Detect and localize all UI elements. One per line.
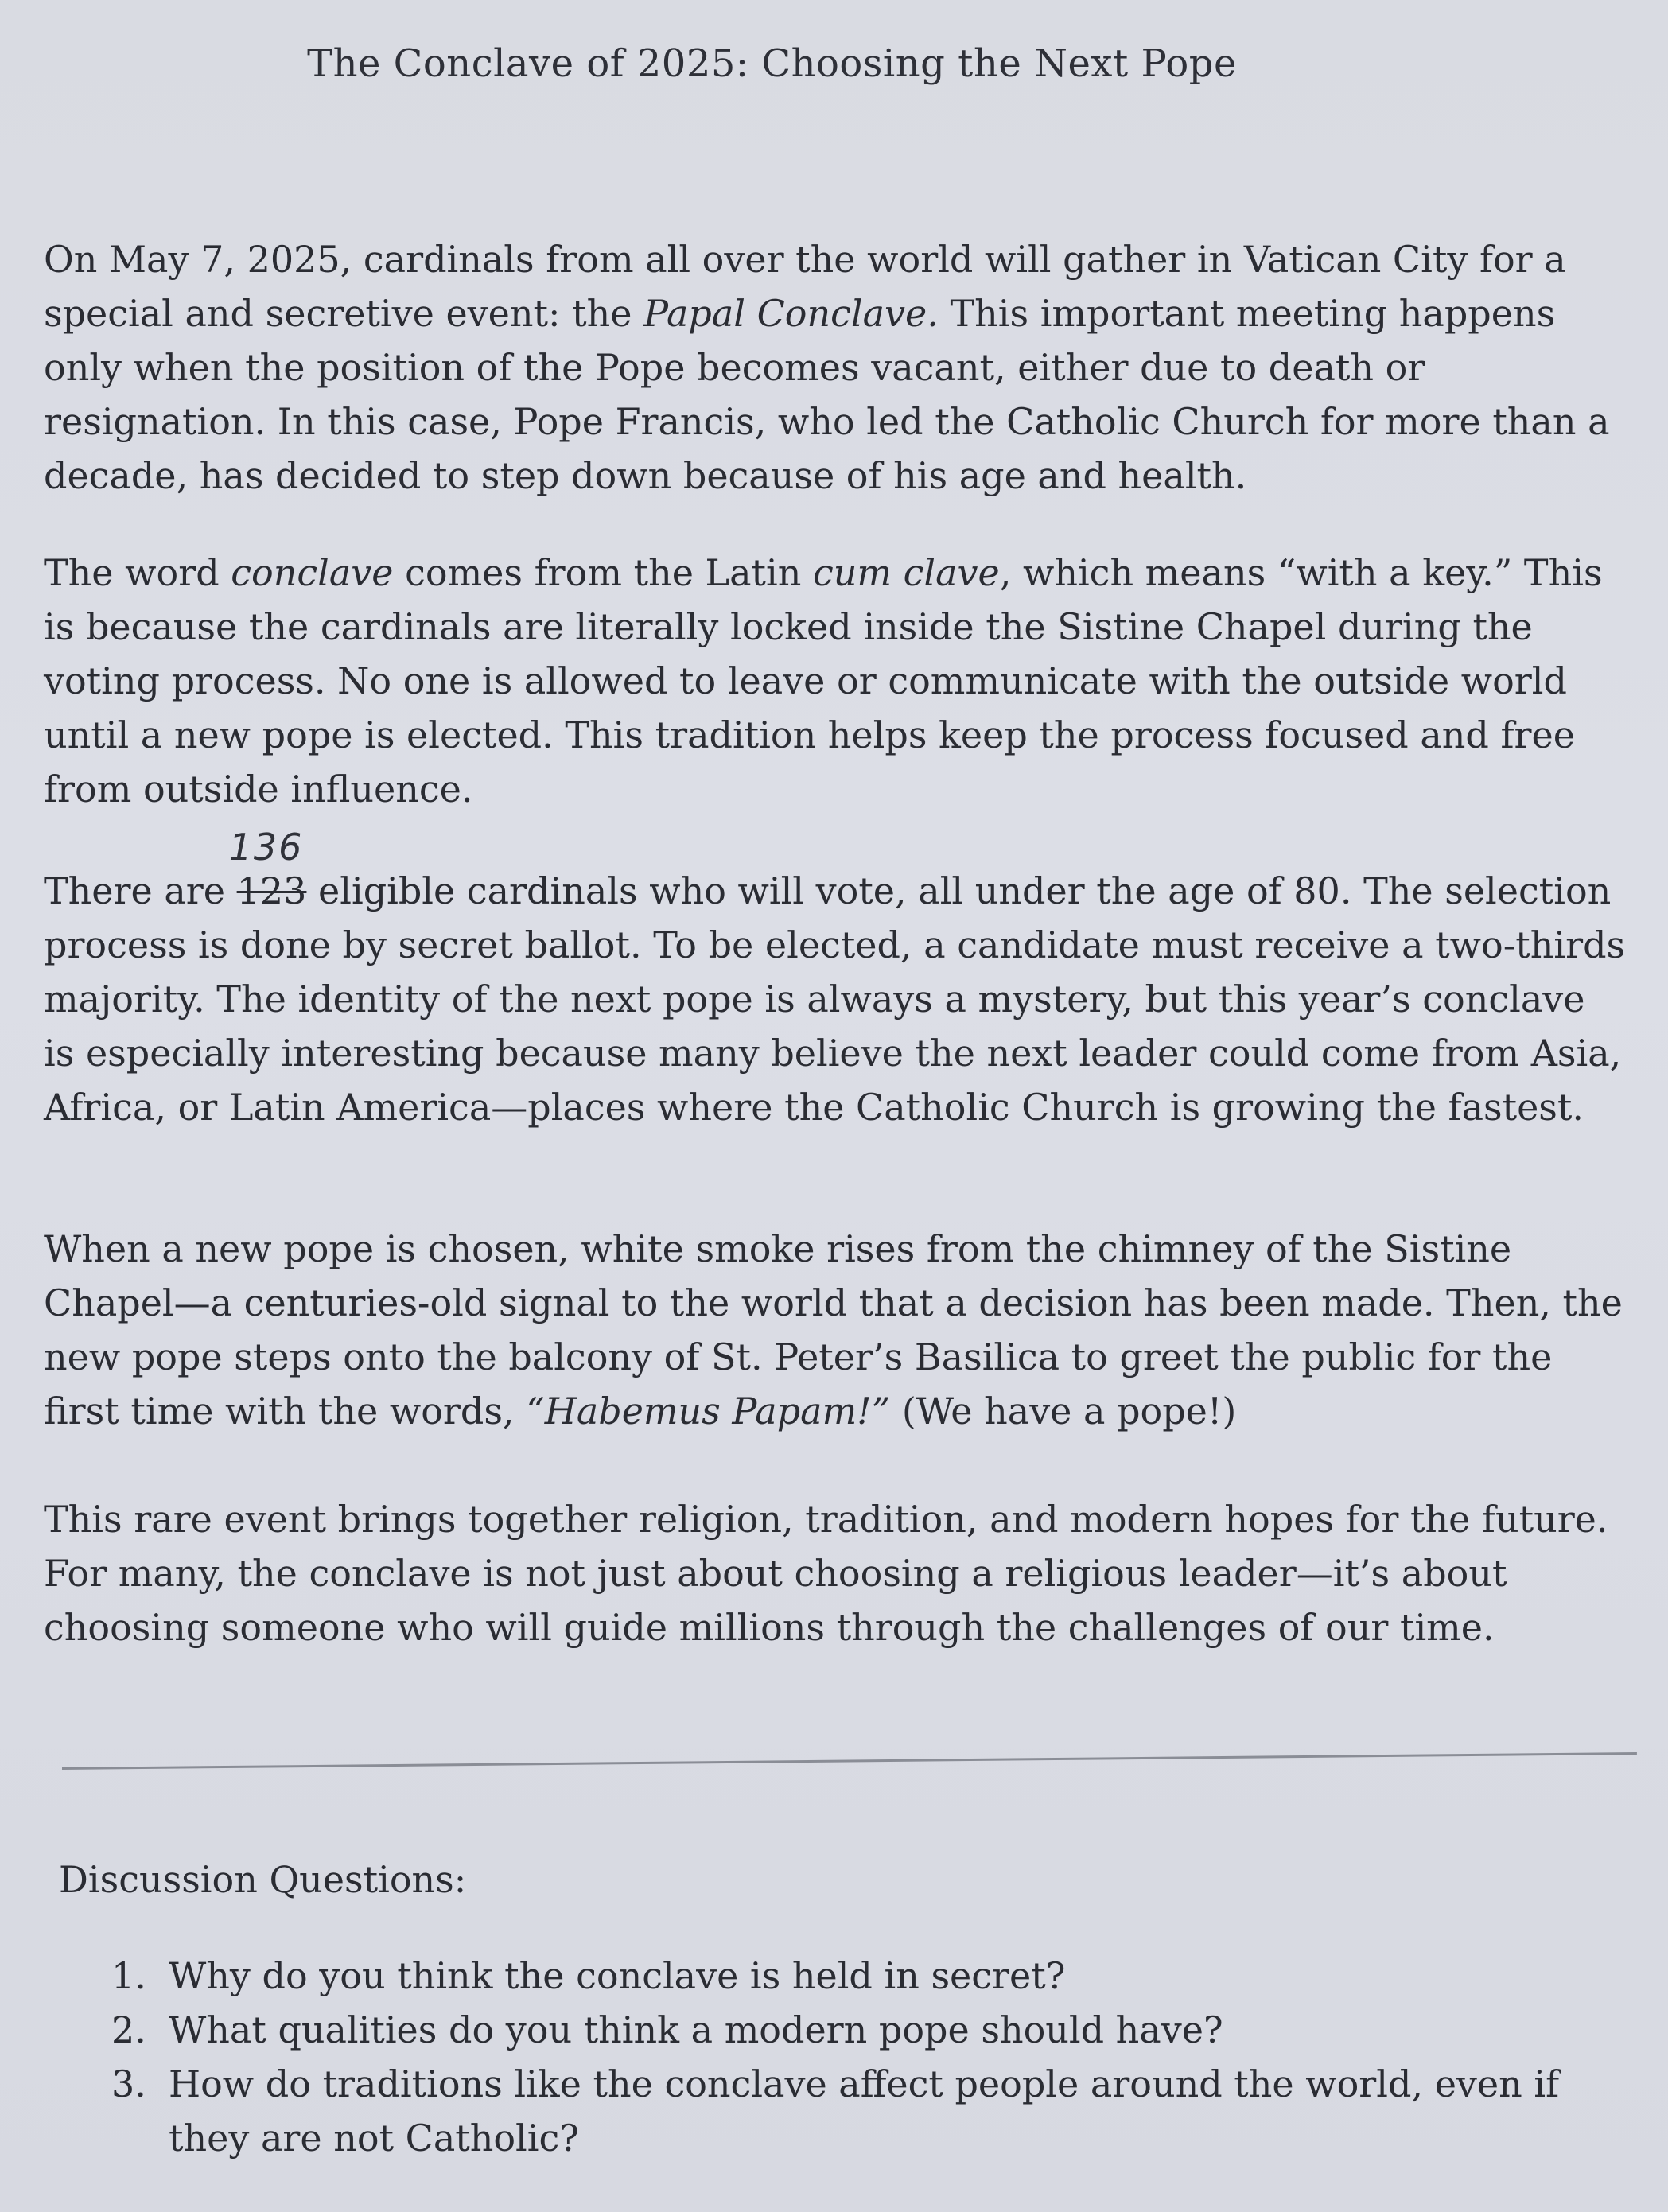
paragraph-4 bbox=[44, 1222, 1627, 1438]
discussion-heading: Discussion Questions: bbox=[59, 1858, 467, 1901]
paragraph-1 bbox=[44, 232, 1627, 503]
paragraph-5: This rare event brings together religion, tradition, and modern hopes for the future. For many, the conclave is not just about choosing a religious leader—it’s about choosing someone who will guide millions through the challenges of our time. bbox=[44, 1498, 1608, 1649]
paragraph-4-emphasis: “Habemus Papam!” bbox=[526, 1390, 891, 1433]
question-text: Why do you think the conclave is held in secret? bbox=[169, 1954, 1066, 1997]
paragraph-2-text-a: The word bbox=[44, 551, 231, 594]
discussion-question bbox=[111, 1949, 1623, 2003]
paragraph-4-text-b: (We have a pope!) bbox=[890, 1390, 1237, 1433]
paragraph-3-text-b: eligible cardinals who will vote, all under the age of 80. The selection process is done by secret ballot. To be elected, a candidate must receive a two-thirds majority. The identity of the next pope is always a mystery, but this year’s conclave is especially interesting because many believe the next leader could come from Asia, Africa, or Latin America—places where the Catholic Church is growing the fastest. bbox=[44, 869, 1626, 1129]
paragraph-1-text-b: This important meeting happens only when the position of the Pope becomes vacant, either due to death or resignation. In this case, Pope Francis, who led the Catholic Church for more than a decade, has decided to step down because of his age and health. bbox=[44, 292, 1610, 497]
question-number: 1. bbox=[111, 1954, 146, 1997]
struck-out-number-text: 123 bbox=[236, 869, 307, 912]
paragraph-4-text-a: When a new pope is chosen, white smoke rises from the chimney of the Sistine Chapel—a centuries-old signal to the world that a decision has been made. Then, the new pope steps onto the balcony of St. Peter’s Basilica to greet the public for the first time with the words, bbox=[44, 1227, 1623, 1433]
paragraph-1-emphasis: Papal Conclave. bbox=[643, 292, 939, 335]
discussion-question bbox=[111, 2003, 1623, 2057]
struck-out-number bbox=[228, 826, 307, 912]
paragraph-3 bbox=[44, 826, 1627, 1134]
discussion-question-list bbox=[111, 1949, 1623, 2165]
section-divider bbox=[62, 1752, 1637, 1770]
paragraph-2-emphasis-cum-clave: cum clave bbox=[812, 551, 1000, 594]
handwritten-correction: 136 bbox=[228, 826, 304, 869]
question-text: How do traditions like the conclave affect people around the world, even if they are not Catholic? bbox=[169, 2062, 1560, 2160]
paragraph-2-text-c: , which means “with a key.” This is because the cardinals are literally locked inside the Sistine Chapel during the voting process. No one is allowed to leave or communicate with the outside world until a new pope is elected. This tradition helps keep the process focused and free from outside influence. bbox=[44, 551, 1603, 811]
document-title: The Conclave of 2025: Choosing the Next Pope bbox=[307, 41, 1237, 86]
question-number: 2. bbox=[111, 2008, 146, 2051]
paragraph-2-emphasis-conclave: conclave bbox=[231, 551, 394, 594]
paragraph-3-text-a: There are bbox=[44, 869, 237, 912]
paragraph-1-text-a: On May 7, 2025, cardinals from all over the world will gather in Vatican City for a special and secretive event: the bbox=[44, 238, 1566, 335]
paragraph-2 bbox=[44, 546, 1627, 816]
paragraph-2-text-b: comes from the Latin bbox=[393, 551, 813, 594]
discussion-question bbox=[111, 2057, 1623, 2165]
question-text: What qualities do you think a modern pope should have? bbox=[169, 2008, 1223, 2051]
question-number: 3. bbox=[111, 2062, 146, 2105]
